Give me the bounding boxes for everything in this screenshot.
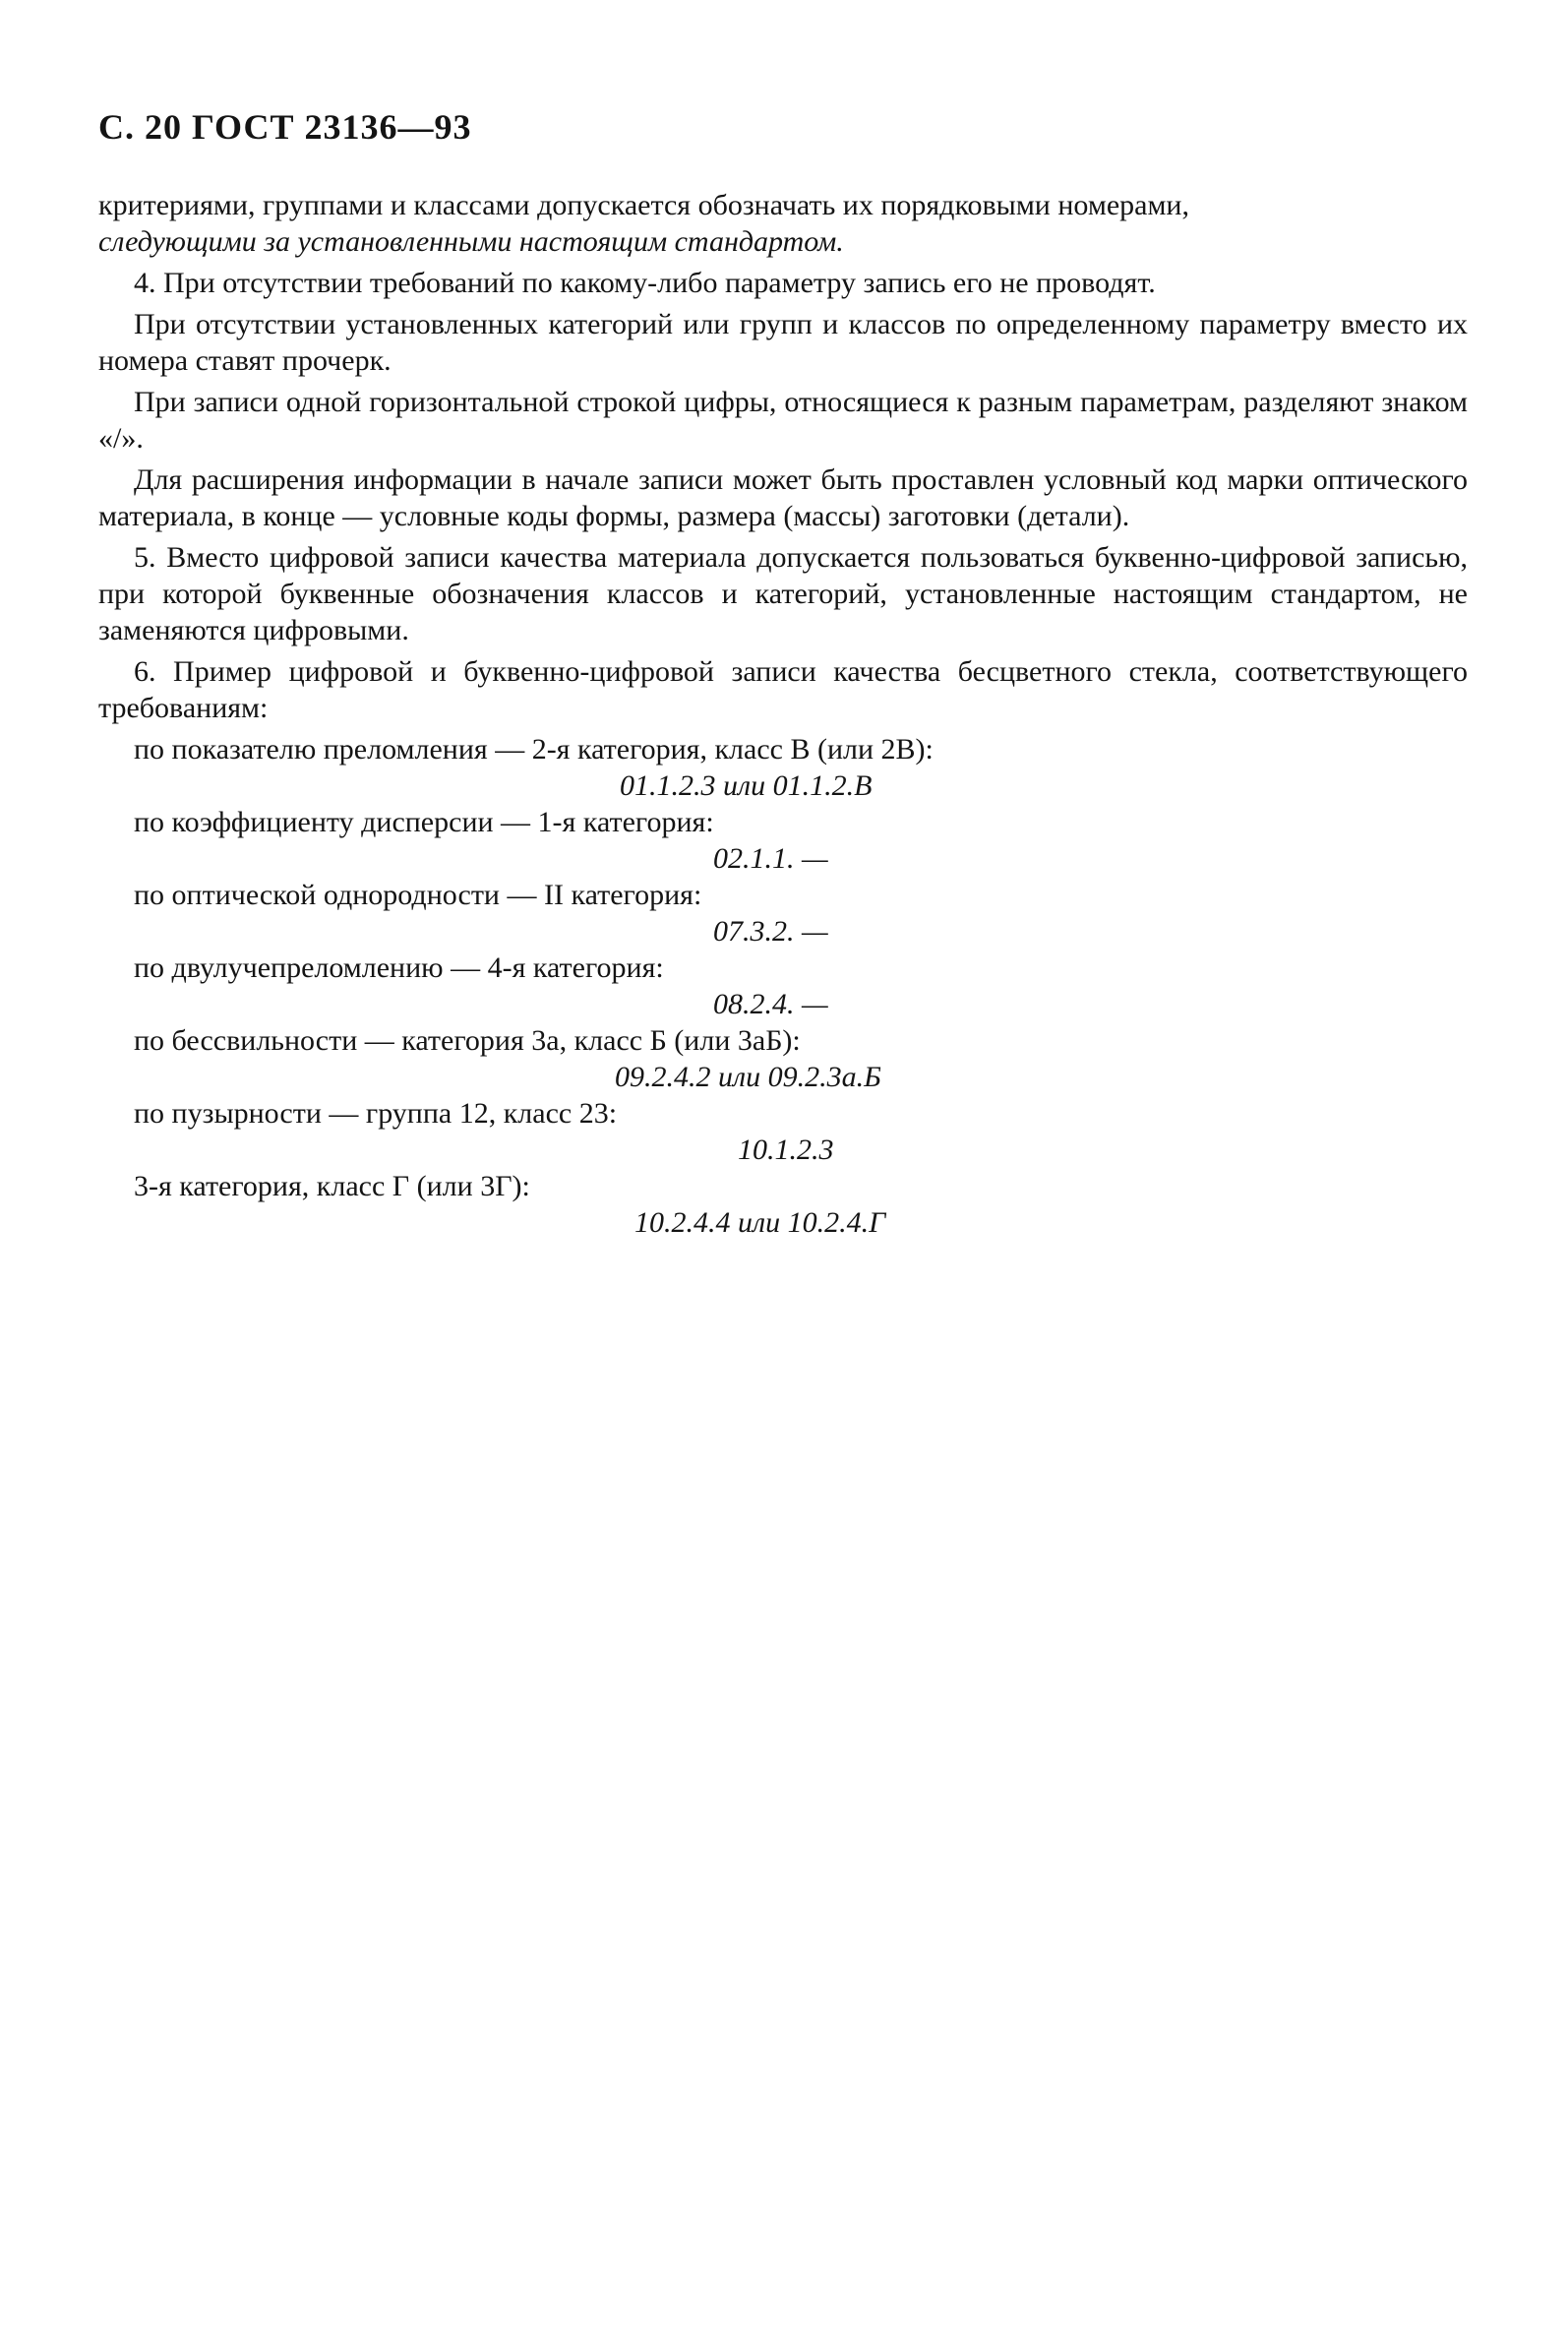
example-label: по показателю преломления — 2-я категория, класс В (или 2В):	[134, 733, 934, 766]
paragraph-5: 5. Вместо цифровой записи качества материала допускается пользоваться буквенно-цифровой записью, при которой буквенные обозначения классов и категорий, установленные настоящим стандартом, не заменяются цифровыми.	[98, 541, 1468, 646]
example-label: по оптической однородности — II категория:	[134, 879, 702, 911]
paragraph-4: 4. При отсутствии требований по какому-либо параметру запись его не проводят.	[134, 267, 1156, 299]
example-code: 08.2.4. —	[713, 988, 828, 1020]
example-code: 02.1.1. —	[713, 842, 828, 875]
example-code: 07.3.2. —	[713, 915, 828, 948]
paragraph-continuation-line-2: следующими за установленными настоящим стандартом.	[98, 225, 844, 258]
page-header: С. 20 ГОСТ 23136—93	[98, 107, 472, 147]
example-code: 10.1.2.3	[738, 1134, 834, 1166]
example-code: 10.2.4.4 или 10.2.4.Г	[634, 1206, 886, 1239]
paragraph-continuation	[98, 187, 1468, 260]
paragraph-6: 6. Пример цифровой и буквенно-цифровой записи качества бесцветного стекла, соответствующего требованиям:	[98, 655, 1468, 724]
example-code: 01.1.2.3 или 01.1.2.В	[620, 769, 873, 802]
paragraph-continuation-line-1: критериями, группами и классами допускается обозначать их порядковыми номерами,	[98, 189, 1189, 221]
example-label: по коэффициенту дисперсии — 1-я категория:	[134, 806, 714, 838]
example-label: по пузырности — группа 12, класс 23:	[134, 1097, 618, 1130]
example-code: 09.2.4.2 или 09.2.3а.Б	[615, 1061, 881, 1093]
example-label: по двулучепреломлению — 4-я категория:	[134, 951, 664, 984]
paragraph-4b: При отсутствии установленных категорий или групп и классов по определенному параметру вместо их номера ставят прочерк.	[98, 308, 1468, 377]
example-label: по бессвильности — категория 3а, класс Б (или 3аБ):	[134, 1024, 801, 1057]
document-body	[98, 187, 1468, 1241]
example-label: 3-я категория, класс Г (или 3Г):	[134, 1170, 530, 1202]
paragraph-4d: Для расширения информации в начале записи может быть проставлен условный код марки оптического материала, в конце — условные коды формы, размера (массы) заготовки (детали).	[98, 463, 1468, 532]
paragraph-4c: При записи одной горизонтальной строкой цифры, относящиеся к разным параметрам, разделяют знаком «/».	[98, 386, 1468, 455]
